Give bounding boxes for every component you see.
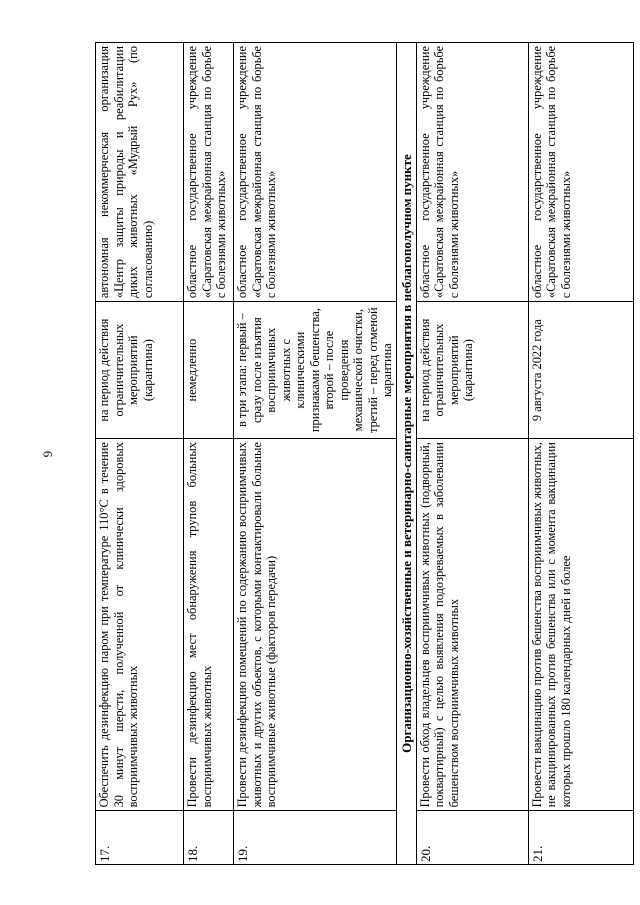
action-cell: Провести дезинфекцию помещений по содержанию восприимчивых животных и других объектов, с которыми контактировали больные восприимчивые животные (факторов передачи) bbox=[234, 439, 397, 811]
responsible-cell: автономная некоммерческая организация «Центр защиты природы и реабилитации диких животных «Мудрый Рух» (по согласованию) bbox=[96, 43, 184, 302]
action-cell: Провести обход владельцев восприимчивых животных (подворный, поквартирный) с целью выявления подозреваемых в заболевании бешенством восприимчивых животных bbox=[416, 439, 528, 811]
table-row bbox=[528, 43, 633, 865]
action-cell: Провести дезинфекцию мест обнаружения трупов больных восприимчивых животных bbox=[184, 439, 234, 811]
term-cell: 9 августа 2022 года bbox=[528, 302, 633, 439]
term-cell: немедленно bbox=[184, 302, 234, 439]
term-cell: на период действия ограничительных мероприятий (карантина) bbox=[96, 302, 184, 439]
measures-table bbox=[95, 42, 634, 865]
page-number: 6 bbox=[40, 450, 56, 458]
section-title: Организационно-хозяйственные и ветеринарно-санитарные мероприятия в неблагополучном пункте bbox=[396, 43, 416, 865]
responsible-cell: областное государственное учреждение «Саратовская межрайонная станция по борьбе с болезнями животных» bbox=[416, 43, 528, 302]
term-cell: в три этапа: первый – сразу после изъятия восприимчивых животных с клиническими признаками бешенства, второй – после проведения механической очистки, третий – перед отменой карантина bbox=[234, 302, 397, 439]
row-number: 19. bbox=[234, 811, 397, 865]
section-row bbox=[396, 43, 416, 865]
action-cell: Обеспечить дезинфекцию паром при температуре 110°С в течение 30 минут шерсти, полученной от клинически здоровых восприимчивых животных bbox=[96, 439, 184, 811]
row-number: 17. bbox=[96, 811, 184, 865]
responsible-cell: областное государственное учреждение «Саратовская межрайонная станция по борьбе с болезнями животных» bbox=[528, 43, 633, 302]
table-row bbox=[96, 43, 184, 865]
row-number: 18. bbox=[184, 811, 234, 865]
term-cell: на период действия ограничительных мероприятий (карантина) bbox=[416, 302, 528, 439]
responsible-cell: областное государственное учреждение «Саратовская межрайонная станция по борьбе с болезнями животных» bbox=[234, 43, 397, 302]
table-row bbox=[234, 43, 397, 865]
responsible-cell: областное государственное учреждение «Саратовская межрайонная станция по борьбе с болезнями животных» bbox=[184, 43, 234, 302]
row-number: 20. bbox=[416, 811, 528, 865]
table-row bbox=[184, 43, 234, 865]
rotated-table-area bbox=[95, 42, 616, 865]
action-cell: Провести вакцинацию против бешенства восприимчивых животных, не вакцинированных против бешенства или с момента вакцинации которых прошло 180 календарных дней и более bbox=[528, 439, 633, 811]
table-row bbox=[416, 43, 528, 865]
row-number: 21. bbox=[528, 811, 633, 865]
